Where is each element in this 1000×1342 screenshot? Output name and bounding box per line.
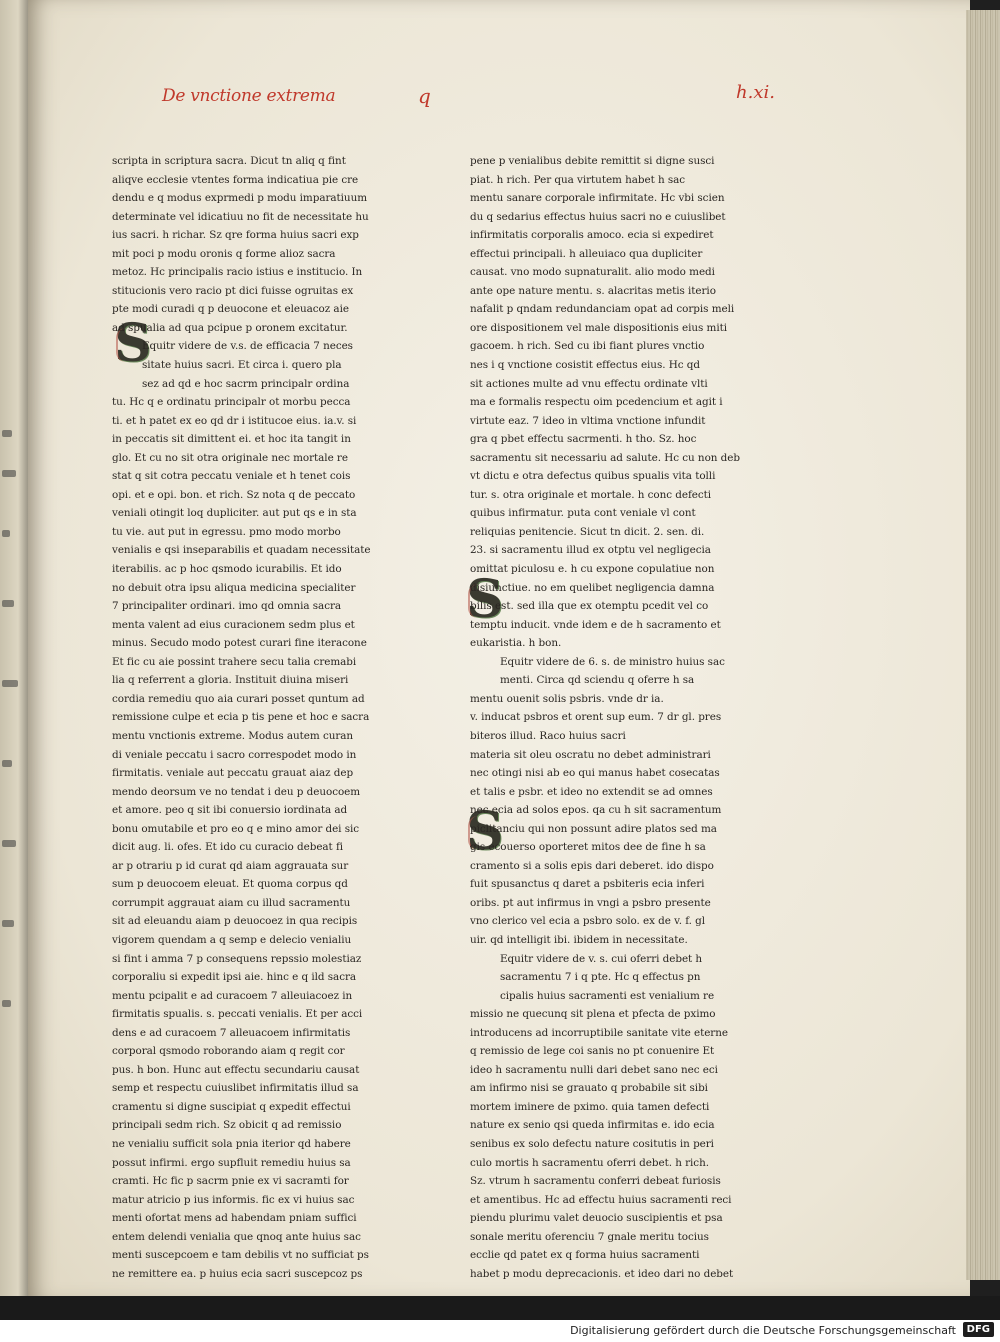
text-line: vigorem quendam a q semp e delecio venialiu xyxy=(112,933,352,946)
text-line: sum p deuocoem eleuat. Et quoma corpus qd xyxy=(112,878,348,891)
text-line: infirmitatis corporalis amoco. ecia si expediret xyxy=(470,229,714,242)
running-head: De vnctione extrema xyxy=(162,86,336,106)
text-line: cramti. Hc fic p sacrm pnie ex vi sacramti for xyxy=(112,1175,349,1188)
text-line: ar p otrariu p id curat qd aiam aggrauata sur xyxy=(112,859,349,872)
text-line: v. inducat psbros et orent sup eum. 7 dr gl. pres xyxy=(470,711,722,724)
text-line: menti. Circa qd sciendu q oferre h sa xyxy=(500,674,695,687)
text-line: corrumpit aggrauat aiam cu illud sacramentu xyxy=(112,896,351,909)
text-line: lia q referrent a gloria. Instituit diuina miseri xyxy=(112,674,349,687)
text-line: temptu inducit. vnde idem e de h sacramento et xyxy=(470,618,721,631)
text-line: entem delendi venialia que qnoq ante huius sac xyxy=(112,1230,361,1243)
text-line: no debuit otra ipsu aliqua medicina specialiter xyxy=(112,581,356,594)
page-stack-edge xyxy=(966,10,1000,1280)
dfg-logo: DFG xyxy=(963,1322,994,1337)
text-line: gacoem. h rich. Sed cu ibi fiant plures vnctio xyxy=(470,340,705,353)
text-line: habet p modu deprecacionis. et ideo dari no debet xyxy=(470,1267,734,1280)
text-line: sacramentu 7 i q pte. Hc q effectus pn xyxy=(500,971,701,984)
text-line: sacramentu sit necessariu ad salute. Hc cu non deb xyxy=(470,451,740,464)
text-line: quibus infirmatur. puta cont veniale vl cont xyxy=(470,507,696,520)
text-line: biteros illud. Raco huius sacri xyxy=(470,729,626,742)
text-line: corporaliu si expedit ipsi aie. hinc e q ild sacra xyxy=(112,971,357,984)
text-line: possut infirmi. ergo supfluit remediu huius sa xyxy=(112,1156,351,1169)
text-line: am infirmo nisi se grauato q probabile sit sibi xyxy=(470,1082,708,1095)
text-line: ne remittere ea. p huius ecia sacri suscepcoz ps xyxy=(112,1267,363,1280)
decorated-initial: S xyxy=(114,313,152,374)
text-line: cramentu si digne suscipiat q expedit effectui xyxy=(112,1100,351,1113)
text-line: Equitr videre de v. s. cui oferri debet h xyxy=(500,952,703,965)
text-line: pte modi curadi q p deuocone et eleuacoz aie xyxy=(112,303,349,316)
text-line: in peccatis sit dimittent ei. et hoc ita tangit in xyxy=(112,433,351,446)
text-line: bilis est. sed illa que ex otemptu pcedit vel co xyxy=(470,600,709,613)
text-line: ti. et h patet ex eo qd dr i istitucoe eius. ia.v. si xyxy=(112,414,357,427)
text-line: Et fic cu aie possint trahere secu talia cremabi xyxy=(112,655,357,668)
text-line: oribs. pt aut infirmus in vngi a psbro presente xyxy=(470,896,711,909)
text-line: nature ex senio qsi queda infirmitas e. ido ecia xyxy=(470,1119,715,1132)
text-line: ecclie qd patet ex q forma huius sacramenti xyxy=(470,1249,700,1262)
text-line: missio ne quecunq sit plena et pfecta de pximo xyxy=(470,1008,716,1021)
text-line: si fint i amma 7 p consequens repssio molestiaz xyxy=(112,952,362,965)
text-line: opi. et e opi. bon. et rich. Sz nota q de peccato xyxy=(112,488,356,501)
text-line: du q sedarius effectus huius sacri no e cuiuslibet xyxy=(470,210,726,223)
text-line: ore dispositionem vel male dispositionis eius miti xyxy=(470,321,728,334)
text-line: sitate huius sacri. Et circa i. quero pla xyxy=(142,359,342,372)
text-line: minus. Secudo modo potest curari fine iteracone xyxy=(112,637,367,650)
text-line: bonu omutabile et pro eo q e mino amor dei sic xyxy=(112,822,360,835)
text-line: q remissio de lege coi sanis no pt conuenire Et xyxy=(470,1045,715,1058)
text-line: gis ecouerso oporteret mitos dee de fine h sa xyxy=(470,841,706,854)
text-line: fuit spusanctus q daret a psbiteris ecia inferi xyxy=(470,878,705,891)
text-line: causat. vno modo supnaturalit. alio modo medi xyxy=(470,266,715,279)
text-line: uir. qd intelligit ibi. ibidem in necessitate. xyxy=(470,933,688,946)
text-line: culo mortis h sacramentu oferri debet. h rich. xyxy=(470,1156,709,1169)
text-line: firmitatis spualis. s. peccati venialis. Et per acci xyxy=(112,1008,363,1021)
text-line: piendu plurimu valet deuocio suscipientis et psa xyxy=(470,1212,723,1225)
text-line: nafalit p qndam redundanciam opat ad corpis meli xyxy=(470,303,735,316)
text-line: 7 principaliter ordinari. imo qd omnia sacra xyxy=(112,600,342,613)
text-line: effectui principali. h alleuiaco qua dupliciter xyxy=(470,247,703,260)
text-line: mentu pcipalit e ad curacoem 7 alleuiacoez in xyxy=(112,989,353,1002)
text-line: ma e formalis respectu oim pcedencium et agit i xyxy=(470,396,723,409)
text-line: virtute eaz. 7 ideo in vltima vnctione infundit xyxy=(470,414,706,427)
text-line: disiunctiue. no em quelibet negligencia damna xyxy=(470,581,715,594)
text-line: metoz. Hc principalis racio istius e institucio. In xyxy=(112,266,363,279)
text-line: nec otingi nisi ab eo qui manus habet cosecatas xyxy=(470,767,720,780)
decorated-initial: S xyxy=(466,801,504,862)
text-line: cramento si a solis epis dari deberet. ido dispo xyxy=(470,859,714,872)
text-line: gra q pbet effectu sacrmenti. h tho. Sz. hoc xyxy=(470,433,697,446)
scan-background xyxy=(0,1296,1000,1320)
text-line: piat. h rich. Per qua virtutem habet h sac xyxy=(470,173,686,186)
text-line: reliquias penitencie. Sicut tn dicit. 2. sen. di. xyxy=(470,525,705,538)
text-line: sit ad eleuandu aiam p deuocoez in qua recipis xyxy=(112,915,358,928)
text-line: mit poci p modu oronis q forme alioz sacra xyxy=(112,247,336,260)
folio-number: h.xi. xyxy=(736,82,775,103)
text-line: mentu ouenit solis psbris. vnde dr ia. xyxy=(470,692,664,705)
signature-mark: q xyxy=(418,84,431,108)
text-line: et talis e psbr. et ideo no extendit se ad omnes xyxy=(470,785,713,798)
previous-page-edge xyxy=(0,0,30,1300)
text-line: vt dictu e otra defectus quibus spualis vita tolli xyxy=(470,470,716,483)
text-line: Sz. vtrum h sacramentu conferri debeat furiosis xyxy=(470,1175,721,1188)
text-line: nec ecia ad solos epos. qa cu h sit sacramentum xyxy=(470,804,722,817)
text-line: Equitr videre de 6. s. de ministro huius sac xyxy=(500,655,725,668)
text-line: nes i q vnctione cosistit effectus eius. Hc qd xyxy=(470,359,700,372)
text-line: iterabilis. ac p hoc qsmodo icurabilis. Et ido xyxy=(112,563,342,576)
text-line: vno clerico vel ecia a psbro solo. ex de v. f. gl xyxy=(470,915,706,928)
text-line: dendu e q modus exprmedi p modu imparatiuum xyxy=(112,192,368,205)
text-line: dicit aug. li. ofes. Et ido cu curacio debeat fi xyxy=(112,841,344,854)
text-line: et amentibus. Hc ad effectu huius sacramenti reci xyxy=(470,1193,732,1206)
text-line: 23. si sacramentu illud ex otptu vel negligecia xyxy=(470,544,711,557)
text-line: menti suscepcoem e tam debilis vt no sufficiat ps xyxy=(112,1249,369,1262)
text-line: aliqve ecclesie vtentes forma indicatiua pie cre xyxy=(112,173,359,186)
text-line: materia sit oleu oscratu no debet administrari xyxy=(470,748,711,761)
text-line: dens e ad curacoem 7 alleuacoem infirmitatis xyxy=(112,1026,351,1039)
text-line: senibus ex solo defectu nature cositutis in peri xyxy=(470,1137,714,1150)
text-line: determinate vel idicatiuu no fit de necessitate hu xyxy=(112,210,369,223)
text-line: mentu vnctionis extreme. Modus autem curan xyxy=(112,729,354,742)
text-line: pus. h bon. Hunc aut effectu secundariu causat xyxy=(112,1063,360,1076)
text-line: firmitatis. veniale aut peccatu grauat aiaz dep xyxy=(112,767,354,780)
text-line: scripta in scriptura sacra. Dicut tn aliq q fint xyxy=(112,155,346,167)
text-column-left xyxy=(112,152,404,1283)
text-line: eukaristia. h bon. xyxy=(470,637,562,650)
footer-credit: Digitalisierung gefördert durch die Deutsche Forschungsgemeinschaft xyxy=(570,1324,956,1337)
text-line: Equitr videre de v.s. de efficacia 7 neces xyxy=(142,340,353,353)
text-column-right xyxy=(470,152,760,1283)
text-line: principali sedm rich. Sz obicit q ad remissio xyxy=(112,1119,342,1132)
text-line: cipalis huius sacramenti est venialium re xyxy=(500,989,715,1002)
text-line: pene p venialibus debite remittit si digne susci xyxy=(470,155,715,167)
text-line: ius sacri. h richar. Sz qre forma huius sacri exp xyxy=(112,229,359,242)
text-line: matur atricio p ius informis. fic ex vi huius sac xyxy=(112,1193,355,1206)
text-line: mortem iminere de pximo. quia tamen defecti xyxy=(470,1100,710,1113)
text-line: sit actiones multe ad vnu effectu ordinate vlti xyxy=(470,377,708,390)
text-line: venialis e qsi inseparabilis et quadam necessitate xyxy=(112,544,371,557)
text-line: cordia remediu quo aia curari posset quntum ad xyxy=(112,692,365,705)
text-line: mentu sanare corporale infirmitate. Hc vbi scien xyxy=(470,192,725,205)
text-line: piclitanciu qui non possunt adire platos sed ma xyxy=(470,822,717,835)
text-line: mendo deorsum ve no tendat i deu p deuocoem xyxy=(112,785,361,798)
text-line: remissione culpe et ecia p tis pene et hoc e sacra xyxy=(112,711,370,724)
text-line: sez ad qd e hoc sacrm principalr ordina xyxy=(142,377,350,390)
text-line: et amore. peo q sit ibi conuersio iordinata ad xyxy=(112,804,348,817)
text-line: tu. Hc q e ordinatu principalr ot morbu pecca xyxy=(112,396,351,409)
text-line: glo. Et cu no sit otra originale nec mortale re xyxy=(112,451,348,464)
text-line: sonale meritu oferenciu 7 gnale meritu tocius xyxy=(470,1230,709,1243)
text-line: ne venialiu sufficit sola pnia iterior qd habere xyxy=(112,1137,351,1150)
text-line: menti ofortat mens ad habendam pniam suffici xyxy=(112,1212,357,1225)
text-line: semp et respectu cuiuslibet infirmitatis illud sa xyxy=(112,1082,359,1095)
text-line: corporal qsmodo roborando aiam q regit cor xyxy=(112,1045,345,1058)
text-line: di veniale peccatu i sacro correspodet modo in xyxy=(112,748,357,761)
text-line: stitucionis vero racio pt dici fuisse ogruitas ex xyxy=(112,284,354,297)
text-line: menta valent ad eius curacionem sedm plus et xyxy=(112,618,355,631)
text-line: veniali otingit loq dupliciter. aut put qs e in sta xyxy=(112,507,357,520)
text-line: ante ope nature mentu. s. alacritas metis iterio xyxy=(470,284,716,297)
text-line: omittat piculosu e. h cu expone copulatiue non xyxy=(470,563,715,576)
decorated-initial: S xyxy=(466,569,504,630)
text-line: tur. s. otra originale et mortale. h conc defecti xyxy=(470,488,712,501)
text-line: introducens ad incorruptibile sanitate vite eterne xyxy=(470,1026,728,1039)
text-line: stat q sit cotra peccatu veniale et h tenet cois xyxy=(112,470,351,483)
text-line: tu vie. aut put in egressu. pmo modo morbo xyxy=(112,525,341,538)
text-line: ad spualia ad qua pcipue p oronem excitatur. xyxy=(112,321,348,334)
text-line: ideo h sacramentu nulli dari debet sano nec eci xyxy=(470,1063,718,1076)
